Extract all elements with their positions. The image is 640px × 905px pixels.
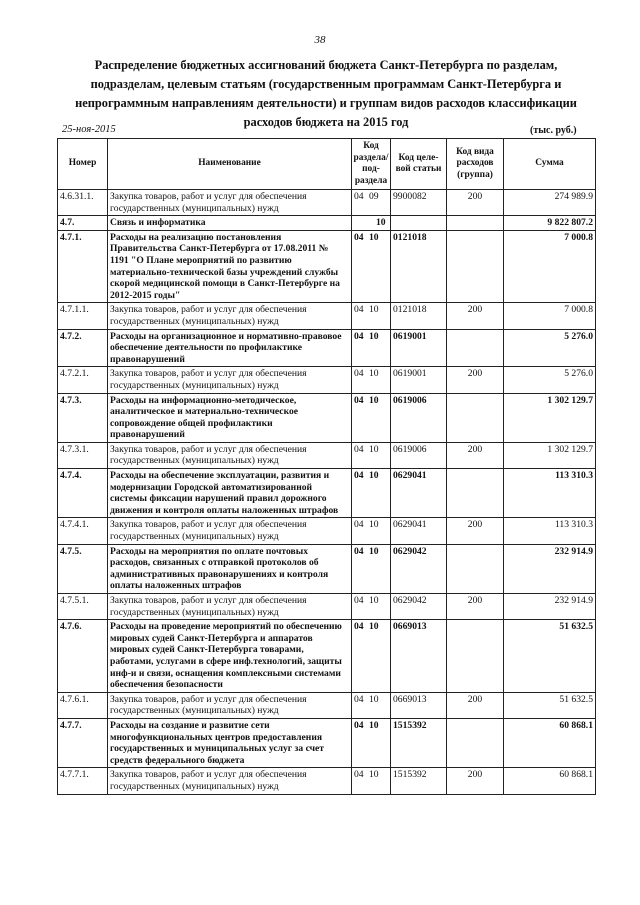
row-number: 4.7. [58, 216, 108, 231]
row-section-code [352, 393, 391, 442]
budget-table [57, 138, 596, 795]
row-sum: 7 000.8 [504, 230, 596, 303]
row-name: Расходы на обеспечение эксплуатации, развития и модернизации Городской автоматизированной системы фиксации нарушений правил дорожного движения и контроля оплаты наложенных штрафов [108, 469, 352, 518]
row-sum: 60 868.1 [504, 768, 596, 794]
row-expense-group: 200 [447, 190, 504, 216]
row-section-code [352, 620, 391, 693]
row-target-code: 0121018 [391, 230, 447, 303]
row-section: 04 [354, 693, 364, 705]
document-title: Распределение бюджетных ассигнований бюджета Санкт-Петербурга по разделам, подразделам, целевым статьям (государственным программам Санкт-Петербурга и непрограммным направлениям деятельности) и группам видов расходов классификации расходов бюджета на 2015 год [75, 58, 577, 129]
row-section-code [352, 216, 391, 231]
table-row [58, 469, 596, 518]
row-expense-group: 200 [447, 303, 504, 329]
row-name: Закупка товаров, работ и услуг для обеспечения государственных (муниципальных) нужд [108, 692, 352, 718]
row-sum: 51 632.5 [504, 692, 596, 718]
row-target-code: 0669013 [391, 620, 447, 693]
row-number: 4.7.5.1. [58, 594, 108, 620]
row-number: 4.7.2.1. [58, 367, 108, 393]
table-row [58, 620, 596, 693]
row-subsection: 10 [369, 470, 379, 482]
row-subsection: 10 [369, 519, 379, 531]
row-target-code [391, 216, 447, 231]
row-section-code [352, 329, 391, 367]
row-section: 04 [354, 595, 364, 606]
row-expense-group: 200 [447, 367, 504, 393]
row-sum: 1 302 129.7 [504, 393, 596, 442]
header-sum: Сумма [504, 139, 596, 190]
header-name: Наименование [108, 139, 352, 190]
row-name: Связь и информатика [108, 216, 352, 231]
units-label: (тыс. руб.) [530, 125, 577, 136]
row-number: 4.7.3. [58, 393, 108, 442]
row-expense-group [447, 216, 504, 231]
row-section-code [352, 303, 391, 329]
row-section-code [352, 190, 391, 216]
row-sum: 60 868.1 [504, 718, 596, 767]
row-subsection: 10 [369, 304, 379, 316]
row-expense-group [447, 469, 504, 518]
table-header-row [58, 139, 596, 190]
row-target-code: 0121018 [391, 303, 447, 329]
row-number: 4.7.5. [58, 544, 108, 593]
row-subsection: 10 [369, 394, 379, 406]
row-sum: 5 276.0 [504, 367, 596, 393]
row-target-code: 0619001 [391, 329, 447, 367]
row-name: Закупка товаров, работ и услуг для обеспечения государственных (муниципальных) нужд [108, 768, 352, 794]
row-expense-group [447, 718, 504, 767]
row-subsection: 10 [369, 595, 379, 606]
row-section-code [352, 718, 391, 767]
row-name: Расходы на организационное и нормативно-правовое обеспечение деятельности по профилактике правонарушений [108, 329, 352, 367]
table-row [58, 594, 596, 620]
table-row [58, 216, 596, 231]
header-expense-group: Код вида расходов (группа) [447, 139, 504, 190]
row-number: 4.7.3.1. [58, 442, 108, 468]
row-target-code: 0629042 [391, 594, 447, 620]
row-number: 4.7.7. [58, 718, 108, 767]
row-subsection: 10 [369, 545, 379, 557]
row-sum: 232 914.9 [504, 594, 596, 620]
row-sum: 113 310.3 [504, 469, 596, 518]
row-section-code [352, 518, 391, 544]
row-expense-group: 200 [447, 518, 504, 544]
row-number: 4.7.1.1. [58, 303, 108, 329]
row-section-code [352, 594, 391, 620]
row-expense-group: 200 [447, 442, 504, 468]
row-target-code: 0619006 [391, 442, 447, 468]
row-sum: 9 822 807.2 [504, 216, 596, 231]
row-name: Расходы на проведение мероприятий по обеспечению мировых судей Санкт-Петербурга и аппаратов мировых судей Санкт-Петербурга товарами, работами, услугами в сфере инф.технологий, защиты инф-и и связи, оснащения комплексными системами обеспечения безопасности [108, 620, 352, 693]
row-number: 4.7.4. [58, 469, 108, 518]
table-row [58, 303, 596, 329]
row-number: 4.7.6.1. [58, 692, 108, 718]
row-section: 04 [354, 545, 364, 557]
row-target-code: 1515392 [391, 768, 447, 794]
row-name: Закупка товаров, работ и услуг для обеспечения государственных (муниципальных) нужд [108, 303, 352, 329]
row-sum: 274 989.9 [504, 190, 596, 216]
row-subsection: 10 [369, 769, 379, 781]
document-date: 25-ноя-2015 [62, 124, 116, 135]
row-section: 04 [354, 368, 364, 380]
row-sum: 232 914.9 [504, 544, 596, 593]
row-target-code: 0629042 [391, 544, 447, 593]
row-section: 04 [354, 769, 364, 781]
row-subsection: 09 [369, 191, 379, 202]
row-name: Закупка товаров, работ и услуг для обеспечения государственных (муниципальных) нужд [108, 190, 352, 216]
table-row [58, 518, 596, 544]
row-target-code: 0619006 [391, 393, 447, 442]
row-name: Расходы на информационно-методическое, аналитическое и материально-техническое сопровождение общей профилактики правонарушений [108, 393, 352, 442]
row-section-code [352, 544, 391, 593]
row-subsection: 10 [369, 719, 379, 731]
row-subsection: 10 [369, 693, 379, 705]
row-expense-group [447, 230, 504, 303]
row-subsection: 10 [369, 231, 379, 243]
row-expense-group [447, 393, 504, 442]
row-subsection: 10 [369, 368, 379, 380]
row-section: 04 [354, 304, 364, 316]
row-target-code: 0619001 [391, 367, 447, 393]
row-section: 04 [354, 470, 364, 482]
row-expense-group [447, 329, 504, 367]
row-name: Закупка товаров, работ и услуг для обеспечения государственных (муниципальных) нужд [108, 518, 352, 544]
row-number: 4.6.31.1. [58, 190, 108, 216]
row-target-code: 0629041 [391, 469, 447, 518]
table-row [58, 329, 596, 367]
header-target-code: Код целе-вой статьи [391, 139, 447, 190]
row-expense-group: 200 [447, 768, 504, 794]
row-number: 4.7.4.1. [58, 518, 108, 544]
row-section-code [352, 692, 391, 718]
table-row [58, 367, 596, 393]
row-section-code [352, 442, 391, 468]
row-subsection: 10 [376, 217, 386, 229]
table-row [58, 544, 596, 593]
row-expense-group: 200 [447, 594, 504, 620]
row-target-code: 0669013 [391, 692, 447, 718]
table-row [58, 442, 596, 468]
table-row [58, 393, 596, 442]
row-expense-group [447, 620, 504, 693]
row-target-code: 1515392 [391, 718, 447, 767]
row-subsection: 10 [369, 621, 379, 633]
row-section: 04 [354, 621, 364, 633]
row-sum: 1 302 129.7 [504, 442, 596, 468]
row-section-code [352, 469, 391, 518]
table-row [58, 230, 596, 303]
row-section-code [352, 230, 391, 303]
row-sum: 5 276.0 [504, 329, 596, 367]
row-target-code: 0629041 [391, 518, 447, 544]
row-subsection: 10 [369, 330, 379, 342]
row-sum: 113 310.3 [504, 518, 596, 544]
row-sum: 51 632.5 [504, 620, 596, 693]
row-section: 04 [354, 231, 364, 243]
row-target-code: 9900082 [391, 190, 447, 216]
row-number: 4.7.6. [58, 620, 108, 693]
row-name: Закупка товаров, работ и услуг для обеспечения государственных (муниципальных) нужд [108, 594, 352, 620]
row-section-code [352, 367, 391, 393]
row-section-code [352, 768, 391, 794]
row-sum: 7 000.8 [504, 303, 596, 329]
header-number: Номер [58, 139, 108, 190]
table-row [58, 692, 596, 718]
row-section: 04 [354, 394, 364, 406]
header-section-code: Код раздела/ под-раздела [352, 139, 391, 190]
row-section: 04 [354, 519, 364, 531]
row-section: 04 [354, 191, 364, 202]
row-expense-group: 200 [447, 692, 504, 718]
table-row [58, 718, 596, 767]
row-name: Закупка товаров, работ и услуг для обеспечения государственных (муниципальных) нужд [108, 442, 352, 468]
row-subsection: 10 [369, 443, 379, 455]
row-section: 04 [354, 443, 364, 455]
row-number: 4.7.1. [58, 230, 108, 303]
row-name: Расходы на создание и развитие сети многофункциональных центров предоставления государственных и муниципальных услуг за счет средств федерального бюджета [108, 718, 352, 767]
table-row [58, 768, 596, 794]
row-number: 4.7.7.1. [58, 768, 108, 794]
row-expense-group [447, 544, 504, 593]
row-name: Расходы на реализацию постановления Правительства Санкт-Петербурга от 17.08.2011 № 1191 "О Плане мероприятий по развитию материально-технической базы учреждений службы скорой медицинской помощи в Санкт-Петербурге на 2012-2015 годы" [108, 230, 352, 303]
page-number: 38 [314, 34, 326, 46]
row-name: Закупка товаров, работ и услуг для обеспечения государственных (муниципальных) нужд [108, 367, 352, 393]
row-name: Расходы на мероприятия по оплате почтовых расходов, связанных с отправкой протоколов об административных правонарушениях и контроля оплаты наложенных штрафов [108, 544, 352, 593]
row-section: 04 [354, 330, 364, 342]
table-row [58, 190, 596, 216]
row-section: 04 [354, 719, 364, 731]
row-number: 4.7.2. [58, 329, 108, 367]
